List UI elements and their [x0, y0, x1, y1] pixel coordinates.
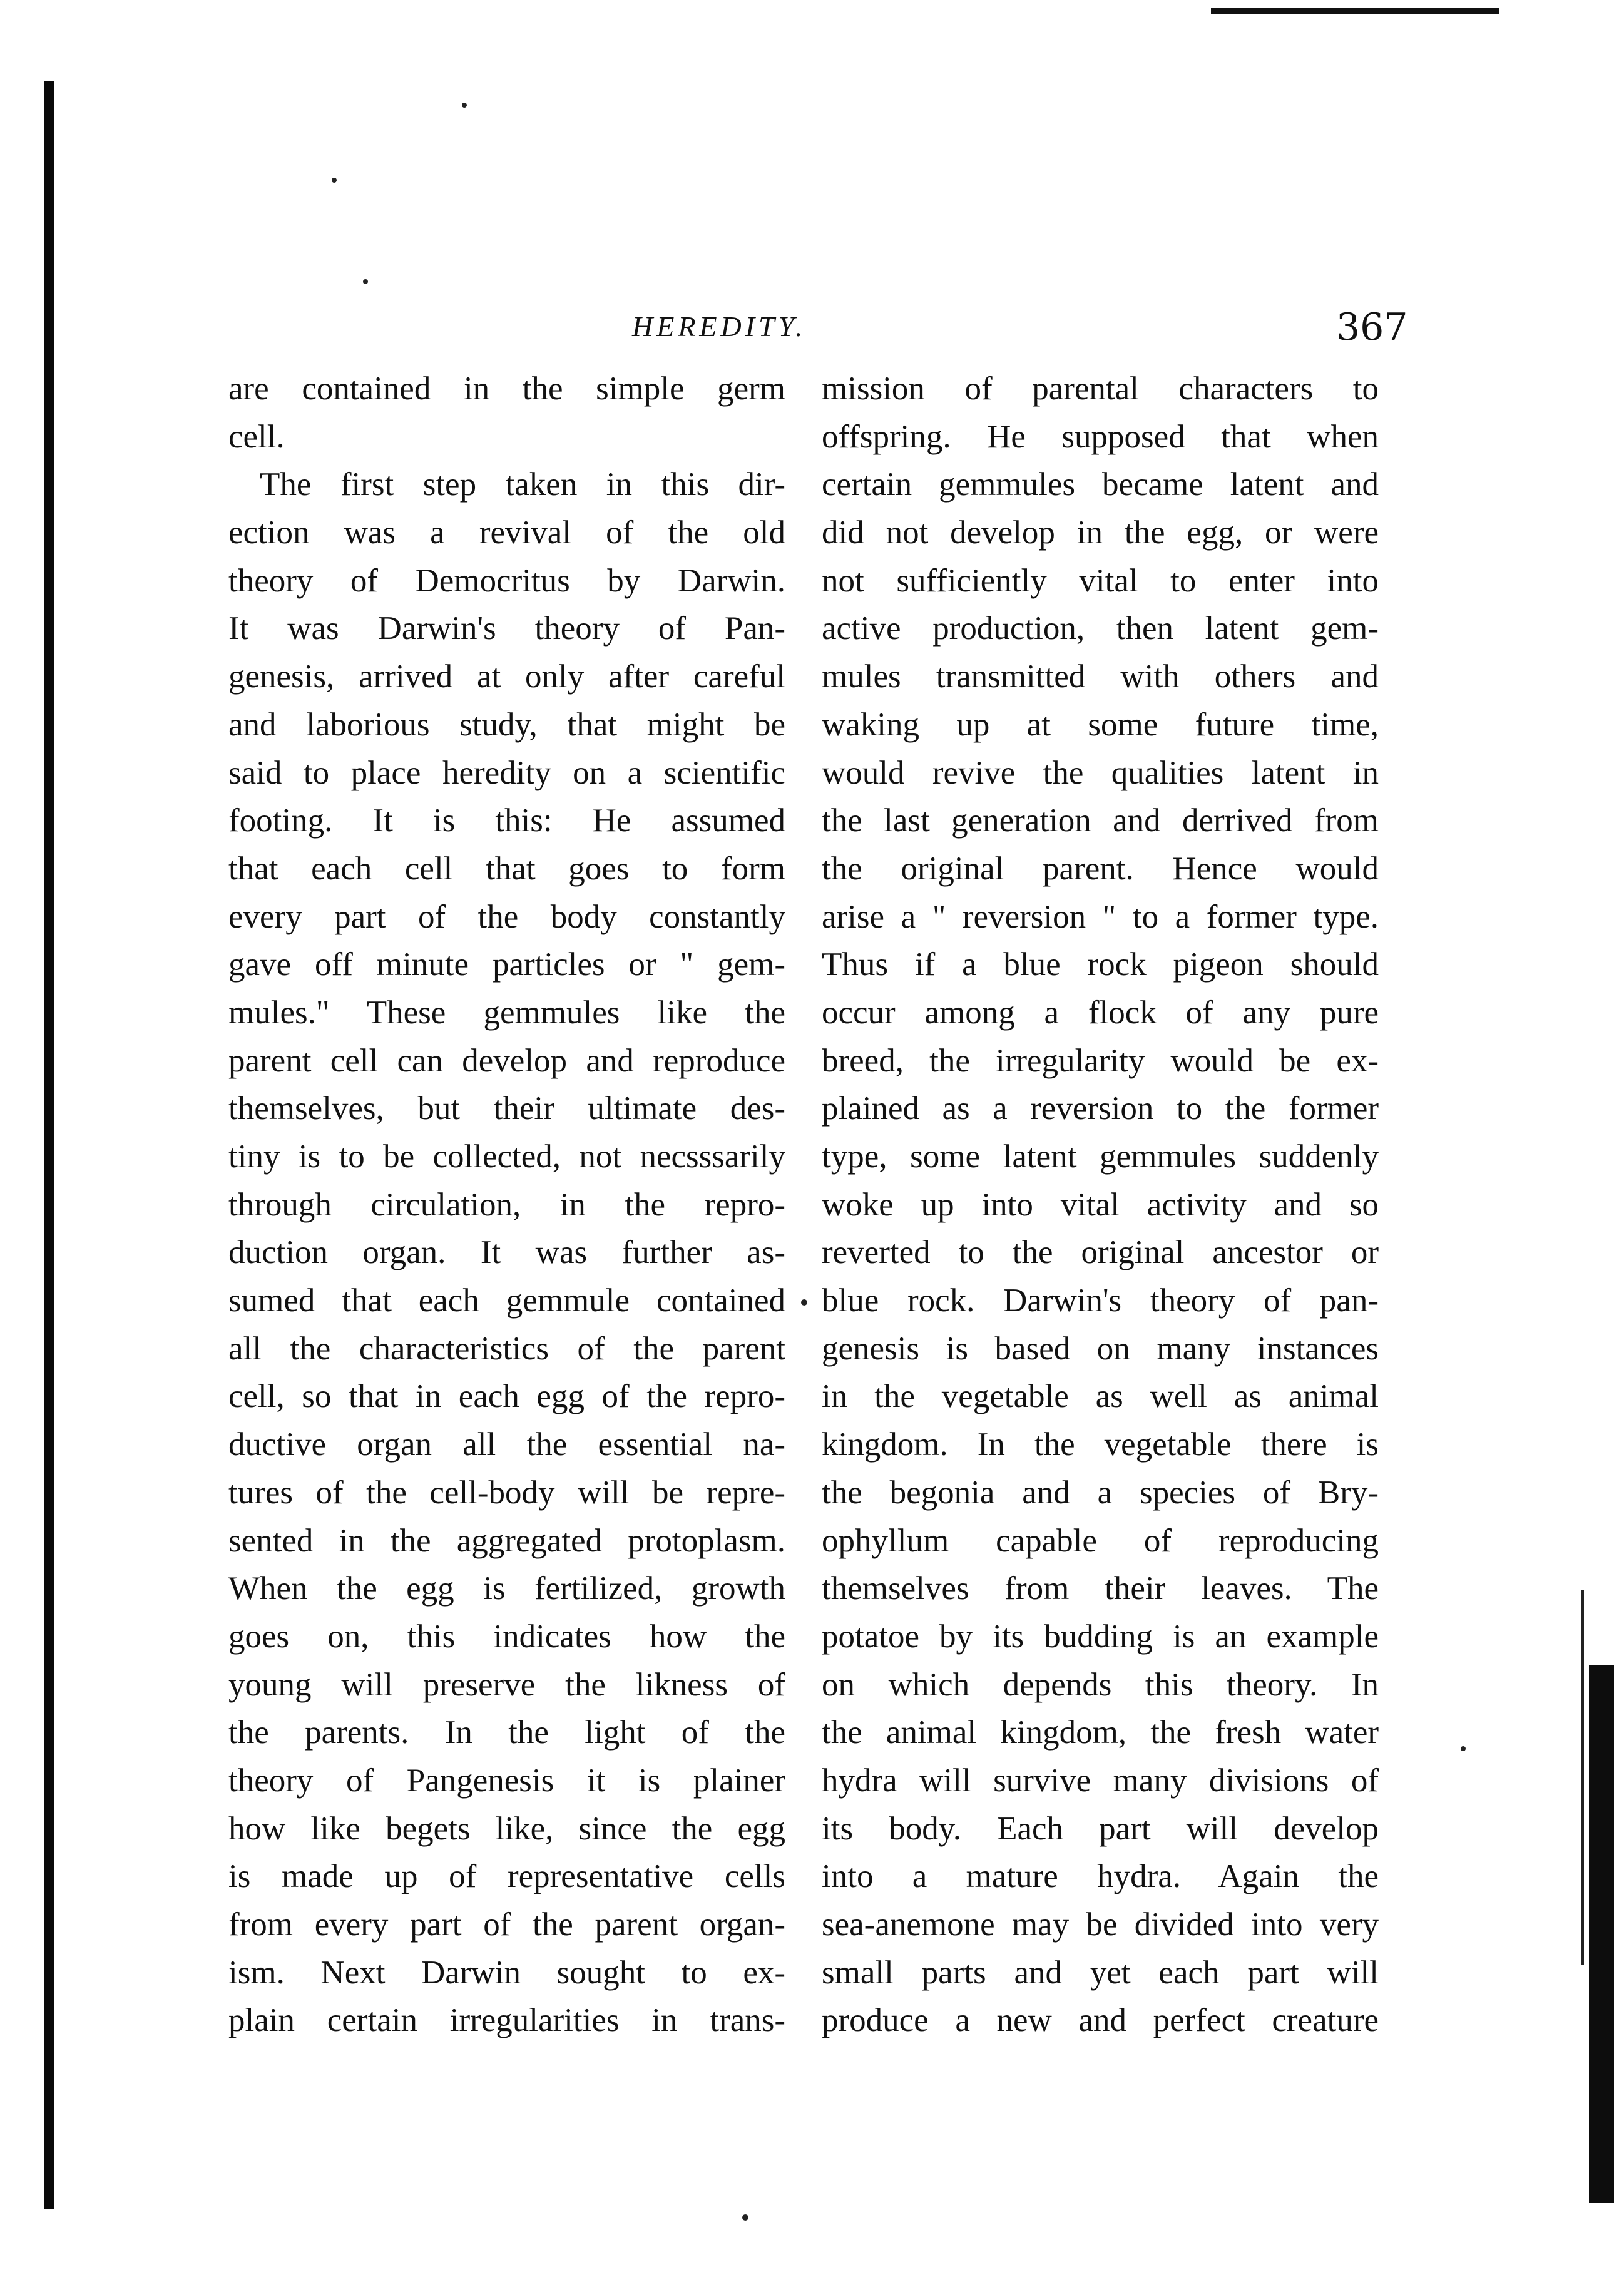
scan-right-edge	[1580, 1590, 1618, 2203]
text-line: from every part of the parent organ-	[228, 1906, 785, 1943]
scan-speck	[801, 1299, 807, 1306]
text-line: did not develop in the egg, or were	[822, 514, 1379, 551]
text-line: sented in the aggregated protoplasm.	[228, 1522, 785, 1559]
text-line: genesis is based on many instances	[822, 1330, 1379, 1367]
text-line: themselves from their leaves. The	[822, 1570, 1379, 1607]
right-column	[822, 365, 1379, 2045]
text-line: would revive the qualities latent in	[822, 754, 1379, 791]
text-line: arise a " reversion " to a former type.	[822, 898, 1379, 935]
text-line: type, some latent gemmules suddenly	[822, 1138, 1379, 1175]
text-line: plain certain irregularities in trans-	[228, 2002, 785, 2039]
text-line: It was Darwin's theory of Pan-	[228, 610, 785, 647]
text-line: through circulation, in the repro-	[228, 1186, 785, 1223]
text-line: ophyllum capable of reproducing	[822, 1522, 1379, 1559]
text-line: and laborious study, that might be	[228, 706, 785, 743]
text-line: goes on, this indicates how the	[228, 1618, 785, 1655]
text-line: footing. It is this: He assumed	[228, 802, 785, 839]
text-line: offspring. He supposed that when	[822, 418, 1379, 455]
text-line: not sufficiently vital to enter into	[822, 562, 1379, 599]
text-line: hydra will survive many divisions of	[822, 1762, 1379, 1799]
text-line: theory of Democritus by Darwin.	[228, 562, 785, 599]
text-line: mules." These gemmules like the	[228, 994, 785, 1031]
text-line: sumed that each gemmule contained	[228, 1282, 785, 1319]
page-number: 367	[1336, 305, 1408, 349]
text-line: said to place heredity on a scientific	[228, 754, 785, 791]
text-line: gave off minute particles or " gem-	[228, 946, 785, 983]
text-line: in the vegetable as well as animal	[822, 1378, 1379, 1415]
text-line: genesis, arrived at only after careful	[228, 658, 785, 695]
text-line: that each cell that goes to form	[228, 850, 785, 887]
text-line: occur among a flock of any pure	[822, 994, 1379, 1031]
text-line: the parents. In the light of the	[228, 1714, 785, 1751]
text-line: tures of the cell-body will be repre-	[228, 1474, 785, 1511]
text-line: active production, then latent gem-	[822, 610, 1379, 647]
text-line: produce a new and perfect creature	[822, 2002, 1379, 2039]
text-line: every part of the body constantly	[228, 898, 785, 935]
text-line: theory of Pangenesis it is plainer	[228, 1762, 785, 1799]
text-line: mules transmitted with others and	[822, 658, 1379, 695]
text-line: parent cell can develop and reproduce	[228, 1042, 785, 1079]
scan-speck	[742, 2214, 748, 2221]
text-line: into a mature hydra. Again the	[822, 1858, 1379, 1895]
text-line: ductive organ all the essential na-	[228, 1426, 785, 1463]
text-line: certain gemmules became latent and	[822, 466, 1379, 503]
text-line: kingdom. In the vegetable there is	[822, 1426, 1379, 1463]
text-line: the last generation and derrived from	[822, 802, 1379, 839]
text-line: The first step taken in this dir-	[260, 466, 785, 503]
text-line: the begonia and a species of Bry-	[822, 1474, 1379, 1511]
running-head: HEREDITY.	[632, 310, 807, 342]
scan-binding-shadow	[44, 81, 54, 2209]
text-line: all the characteristics of the parent	[228, 1330, 785, 1367]
text-line: potatoe by its budding is an example	[822, 1618, 1379, 1655]
text-line: cell.	[228, 418, 285, 455]
text-line: sea-anemone may be divided into very	[822, 1906, 1379, 1943]
text-line: its body. Each part will develop	[822, 1810, 1379, 1847]
text-line: plained as a reversion to the former	[822, 1090, 1379, 1127]
text-line: young will preserve the likness of	[228, 1666, 785, 1703]
text-line: are contained in the simple germ	[228, 371, 785, 407]
scan-speck	[1461, 1746, 1466, 1751]
text-line: waking up at some future time,	[822, 706, 1379, 743]
text-line: on which depends this theory. In	[822, 1666, 1379, 1703]
scan-top-rule	[1211, 8, 1499, 14]
text-line: duction organ. It was further as-	[228, 1234, 785, 1271]
text-line: the animal kingdom, the fresh water	[822, 1714, 1379, 1751]
text-line: ection was a revival of the old	[228, 514, 785, 551]
text-line: the original parent. Hence would	[822, 850, 1379, 887]
text-line: blue rock. Darwin's theory of pan-	[822, 1282, 1379, 1319]
text-line: small parts and yet each part will	[822, 1954, 1379, 1991]
text-line: cell, so that in each egg of the repro-	[228, 1378, 785, 1415]
text-line: breed, the irregularity would be ex-	[822, 1042, 1379, 1079]
text-line: tiny is to be collected, not necsssarily	[228, 1138, 785, 1175]
scan-speck	[363, 279, 368, 284]
scan-speck	[462, 103, 467, 108]
text-line: When the egg is fertilized, growth	[228, 1570, 785, 1607]
text-line: mission of parental characters to	[822, 371, 1379, 407]
text-line: how like begets like, since the egg	[228, 1810, 785, 1847]
text-line: ism. Next Darwin sought to ex-	[228, 1954, 785, 1991]
text-line: themselves, but their ultimate des-	[228, 1090, 785, 1127]
text-line: woke up into vital activity and so	[822, 1186, 1379, 1223]
scan-speck	[332, 178, 337, 183]
text-line: reverted to the original ancestor or	[822, 1234, 1379, 1271]
text-line: Thus if a blue rock pigeon should	[822, 946, 1379, 983]
text-line: is made up of representative cells	[228, 1858, 785, 1895]
left-column	[228, 365, 785, 2045]
